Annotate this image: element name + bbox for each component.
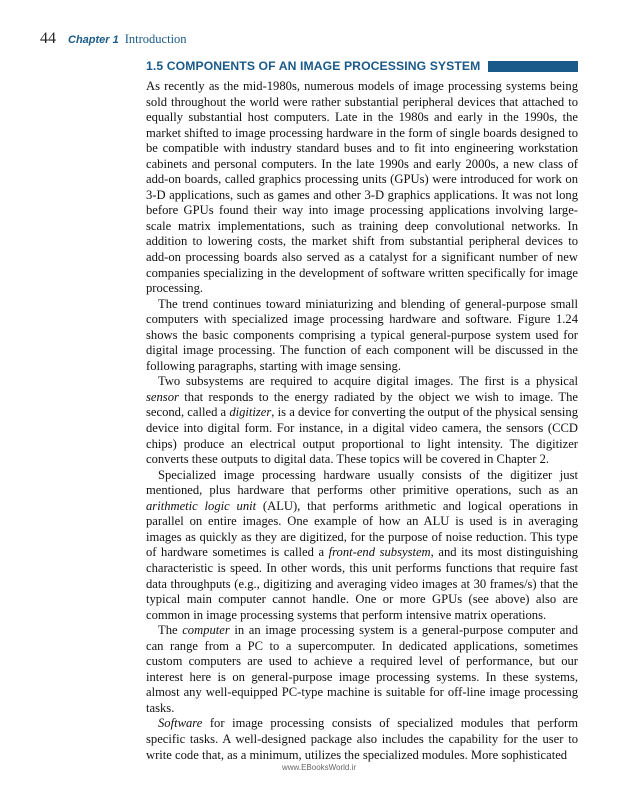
text-run: (ALU), that performs arithmetic and logical operations in parallel on entire images. One example of how an ALU is used is in averaging images as quickly as they are digitized, for the purpose of noise reduction. This type of hardware sometimes is called a: [146, 498, 578, 560]
page-number: 44: [40, 30, 56, 47]
text-run: Two subsystems are required to acquire digital images. The first is a physical: [158, 374, 578, 389]
paragraph-6: [146, 716, 578, 763]
section-heading: [146, 57, 604, 75]
footer-watermark: www.EBooksWorld.ir: [281, 763, 357, 772]
chapter-label: Chapter 1: [68, 34, 119, 46]
text-run: , is a device for converting the output of the physical sensing device into digital form. For instance, in a digital video camera, the sensors (CCD chips) produce an electrical output proportional to light intensity. The digitizer converts these outputs to digital data. These topics will be covered in Chapter 2.: [146, 405, 578, 467]
italic-term: front-end subsystem: [328, 545, 431, 560]
body-text: [146, 79, 578, 763]
text-run: in an image processing system is a general-purpose computer and can range from a PC to a supercomputer. In dedicated applications, sometimes custom computers are used to achieve a required level of performance, but our interest here is on general-purpose image processing systems. In these systems, almost any well-equipped PC-type machine is suitable for off-line image processing tasks.: [146, 623, 578, 715]
page-header: [40, 30, 187, 50]
text-run: As recently as the mid-1980s, numerous models of image processing systems being sold throughout the world were rather substantial peripheral devices that attached to equally substantial host computers. Late in the 1980s and early in the 1990s, the market shifted to image processing hardware in the form of single boards designed to be compatible with industry standard buses and to fit into engineering workstation cabinets and personal computers. In the late 1990s and early 2000s, a new class of add-on boards, called graphics processing units (GPUs) were introduced for work on 3-D applications, such as games and other 3-D graphics applications. It was not long before GPUs found their way into image processing applications involving large-scale matrix implementations, such as training deep convolutional networks. In addition to lowering costs, the market shift from substantial peripheral devices to add-on processing boards also served as a catalyst for a significant number of new companies specializing in the development of software written specifically for image processing.: [146, 79, 578, 296]
section-title: 1.5 COMPONENTS OF AN IMAGE PROCESSING SYSTEM: [146, 59, 481, 73]
text-run: Specialized image processing hardware usually consists of the digitizer just mentioned, plus hardware that performs other primitive operations, such as an: [146, 467, 578, 498]
italic-term: sensor: [146, 389, 179, 404]
text-run: for image processing consists of specialized modules that perform specific tasks. A well-designed package also includes the capability for the user to write code that, as a minimum, utilizes the specialized modules. More sophisticated: [146, 716, 578, 762]
italic-term: digitizer: [229, 405, 272, 420]
italic-term: Software: [158, 716, 203, 731]
paragraph-5: [146, 623, 578, 716]
italic-term: arithmetic logic unit: [146, 498, 257, 513]
paragraph-2: [146, 297, 578, 375]
paragraph-1: [146, 79, 578, 297]
italic-term: computer: [182, 623, 230, 638]
heading-rule-bar: [488, 61, 578, 72]
text-run: The trend continues toward miniaturizing and blending of general-purpose small computers with specialized image processing hardware and software. Figure 1.24 shows the basic components comprising a typical general-purpose system used for digital image processing. The function of each component will be discussed in the following paragraphs, starting with image sensing.: [146, 296, 578, 373]
paragraph-4: [146, 468, 578, 623]
paragraph-3: [146, 374, 578, 467]
text-run: that responds to the energy radiated by the object we wish to image. The second, called a: [146, 389, 578, 420]
text-run: , and its most distinguishing characteristic is speed. In other words, this unit performs functions that require fast data throughputs (e.g., digitizing and averaging video images at 30 frames/s) that the typical main computer cannot handle. One or more GPUs (see above) also are common in image processing systems that perform intensive matrix operations.: [146, 545, 578, 622]
chapter-title: Introduction: [124, 32, 187, 46]
text-run: The: [158, 623, 183, 638]
